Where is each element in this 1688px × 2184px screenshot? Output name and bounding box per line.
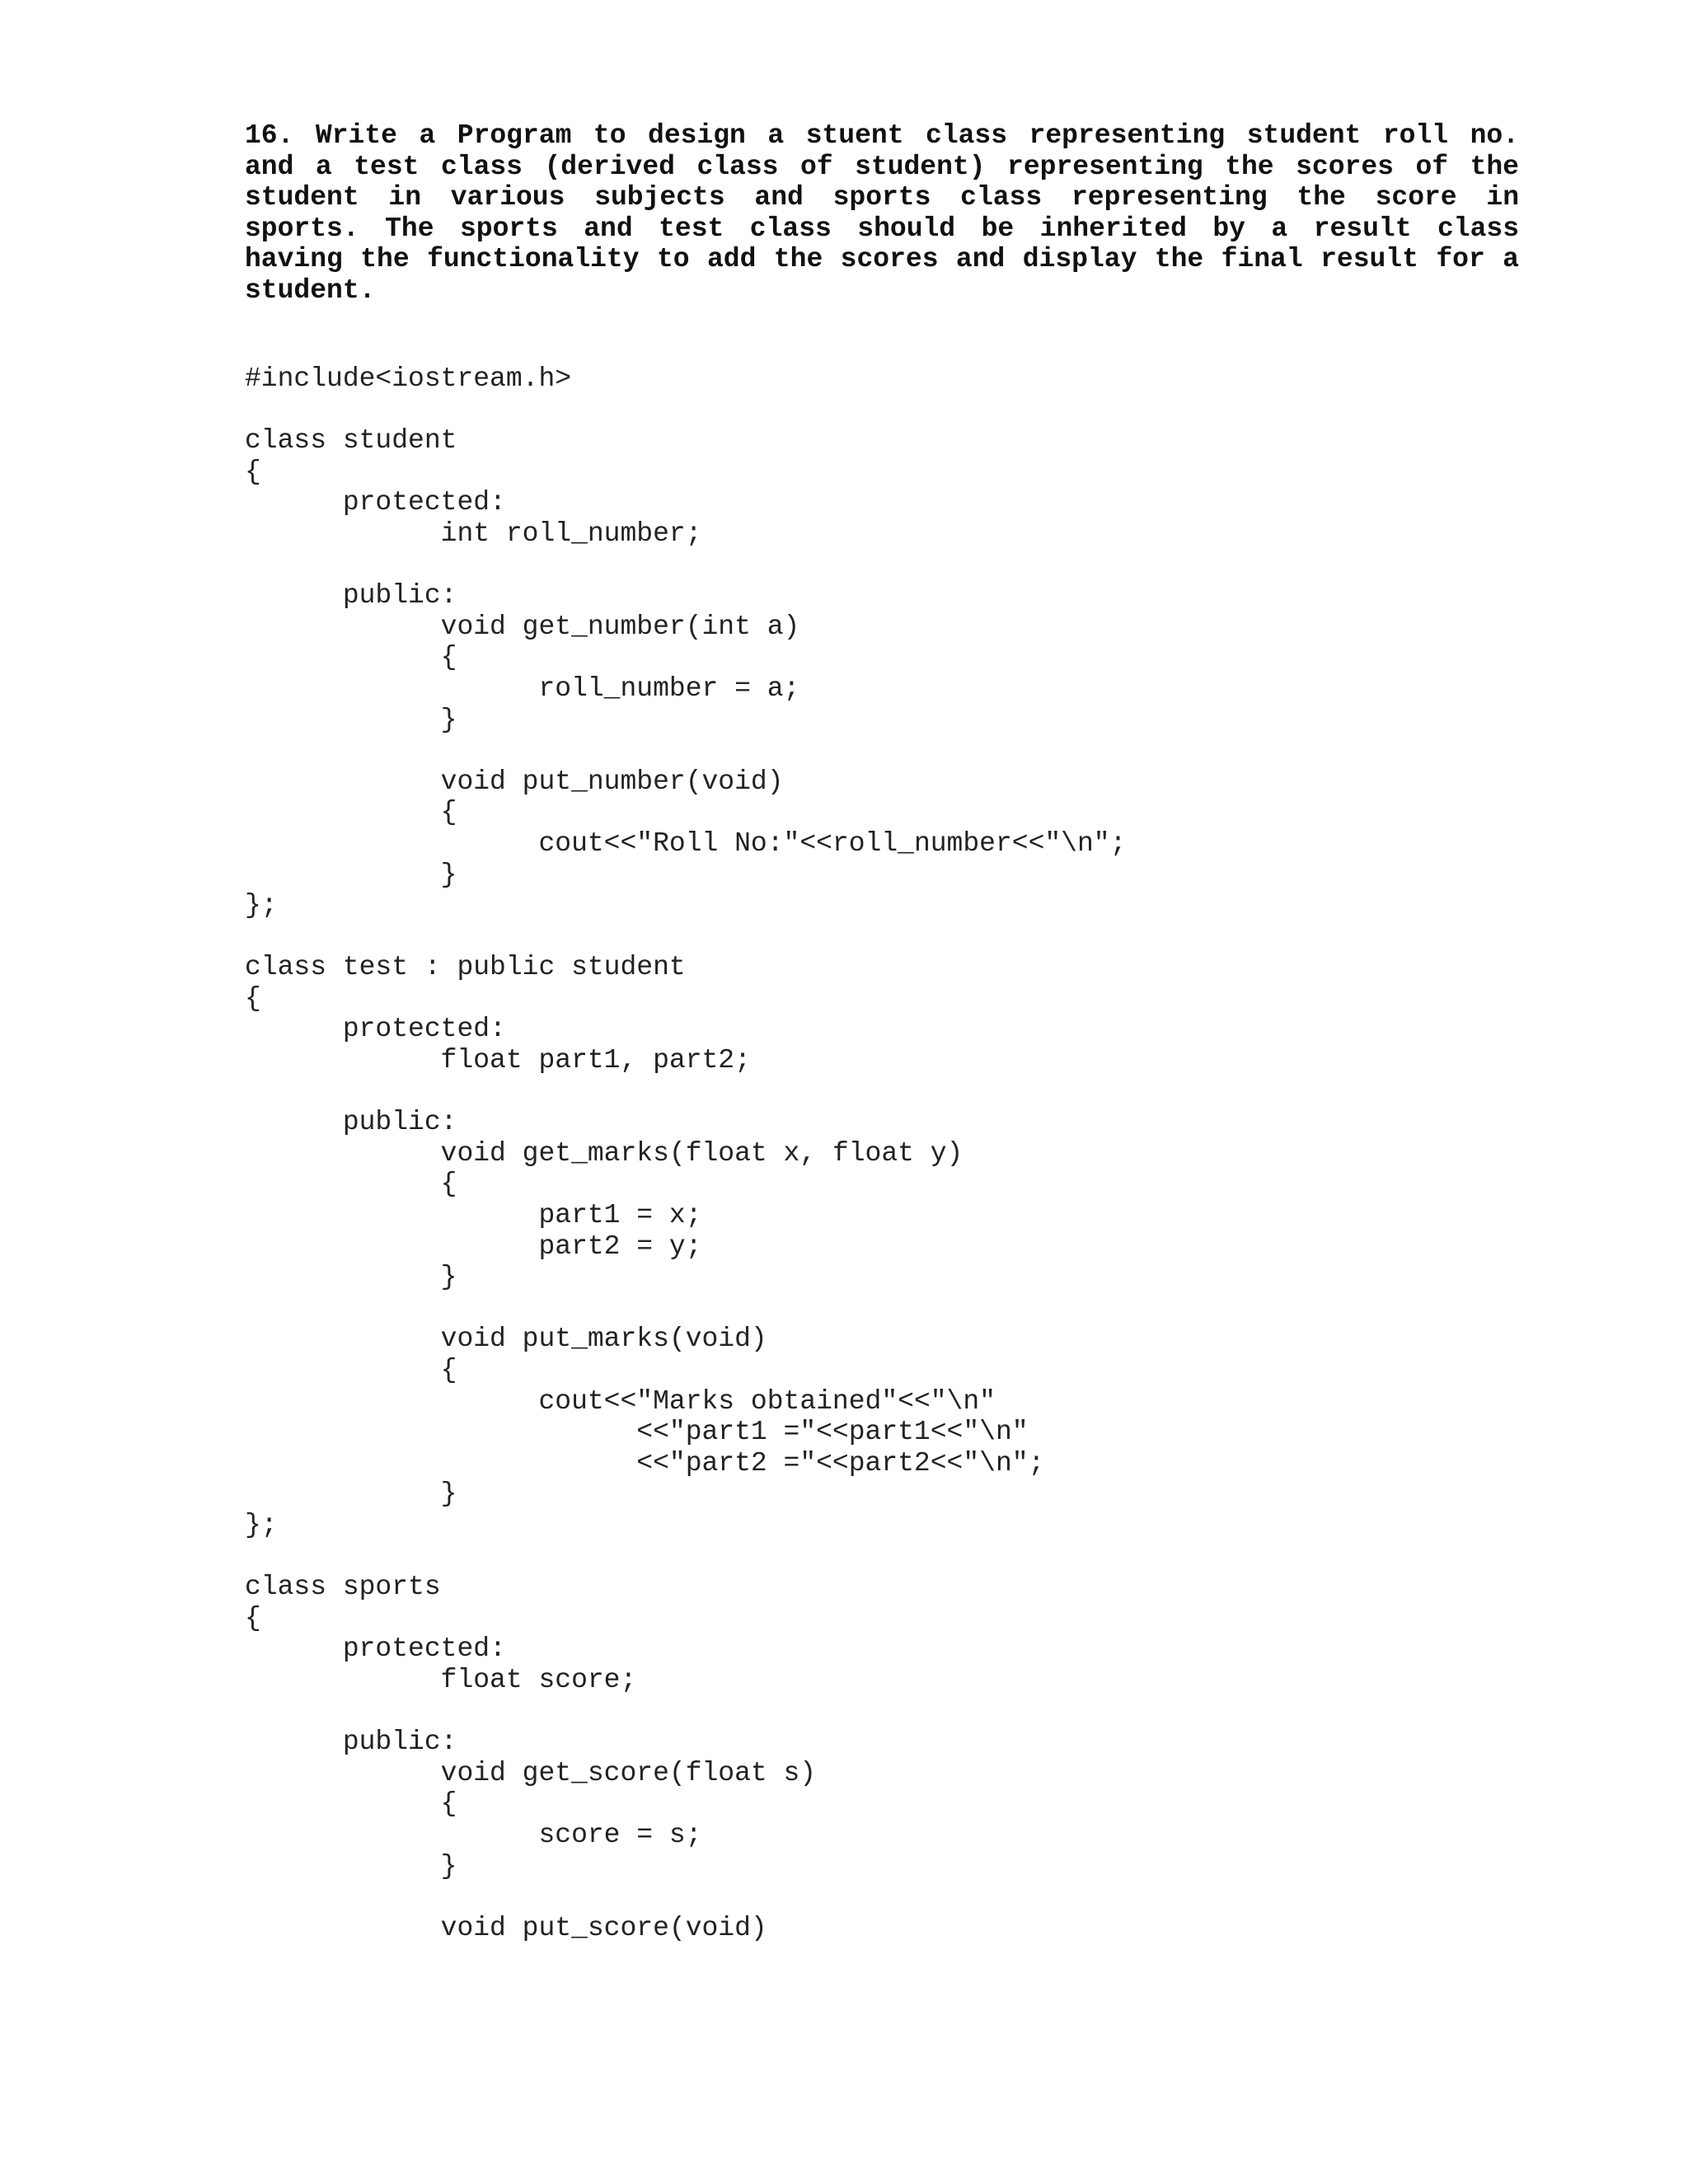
question-line: 16. Write a Program to design a stuent class representing student roll no. bbox=[245, 120, 1519, 151]
question-line: and a test class (derived class of student) representing the scores of the bbox=[245, 151, 1519, 182]
question-text bbox=[245, 120, 1519, 306]
code-listing: #include<iostream.h> class student { protected: int roll_number; public: void get_number(int a) { roll_number = a; } void put_number(void) { cout<<"Roll No:"<<roll_number<<"\n"; } }; class test : public student { protected: float part1, part2; public: void get_marks(float x, float y) { part1 = x; part2 = y; } void put_marks(void) { cout<<"Marks obtained"<<"\n" <<"part1 ="<<part1<<"\n" <<"part2 ="<<part2<<"\n"; } }; class sports { protected: float score; public: void get_score(float s) { score = s; } void put_score(void) bbox=[245, 363, 1127, 1943]
question-line: student in various subjects and sports class representing the score in bbox=[245, 182, 1519, 213]
question-line: sports. The sports and test class should be inherited by a result class bbox=[245, 213, 1519, 244]
question-line: having the functionality to add the scores and display the final result for a bbox=[245, 244, 1519, 274]
question-line: student. bbox=[245, 274, 376, 306]
